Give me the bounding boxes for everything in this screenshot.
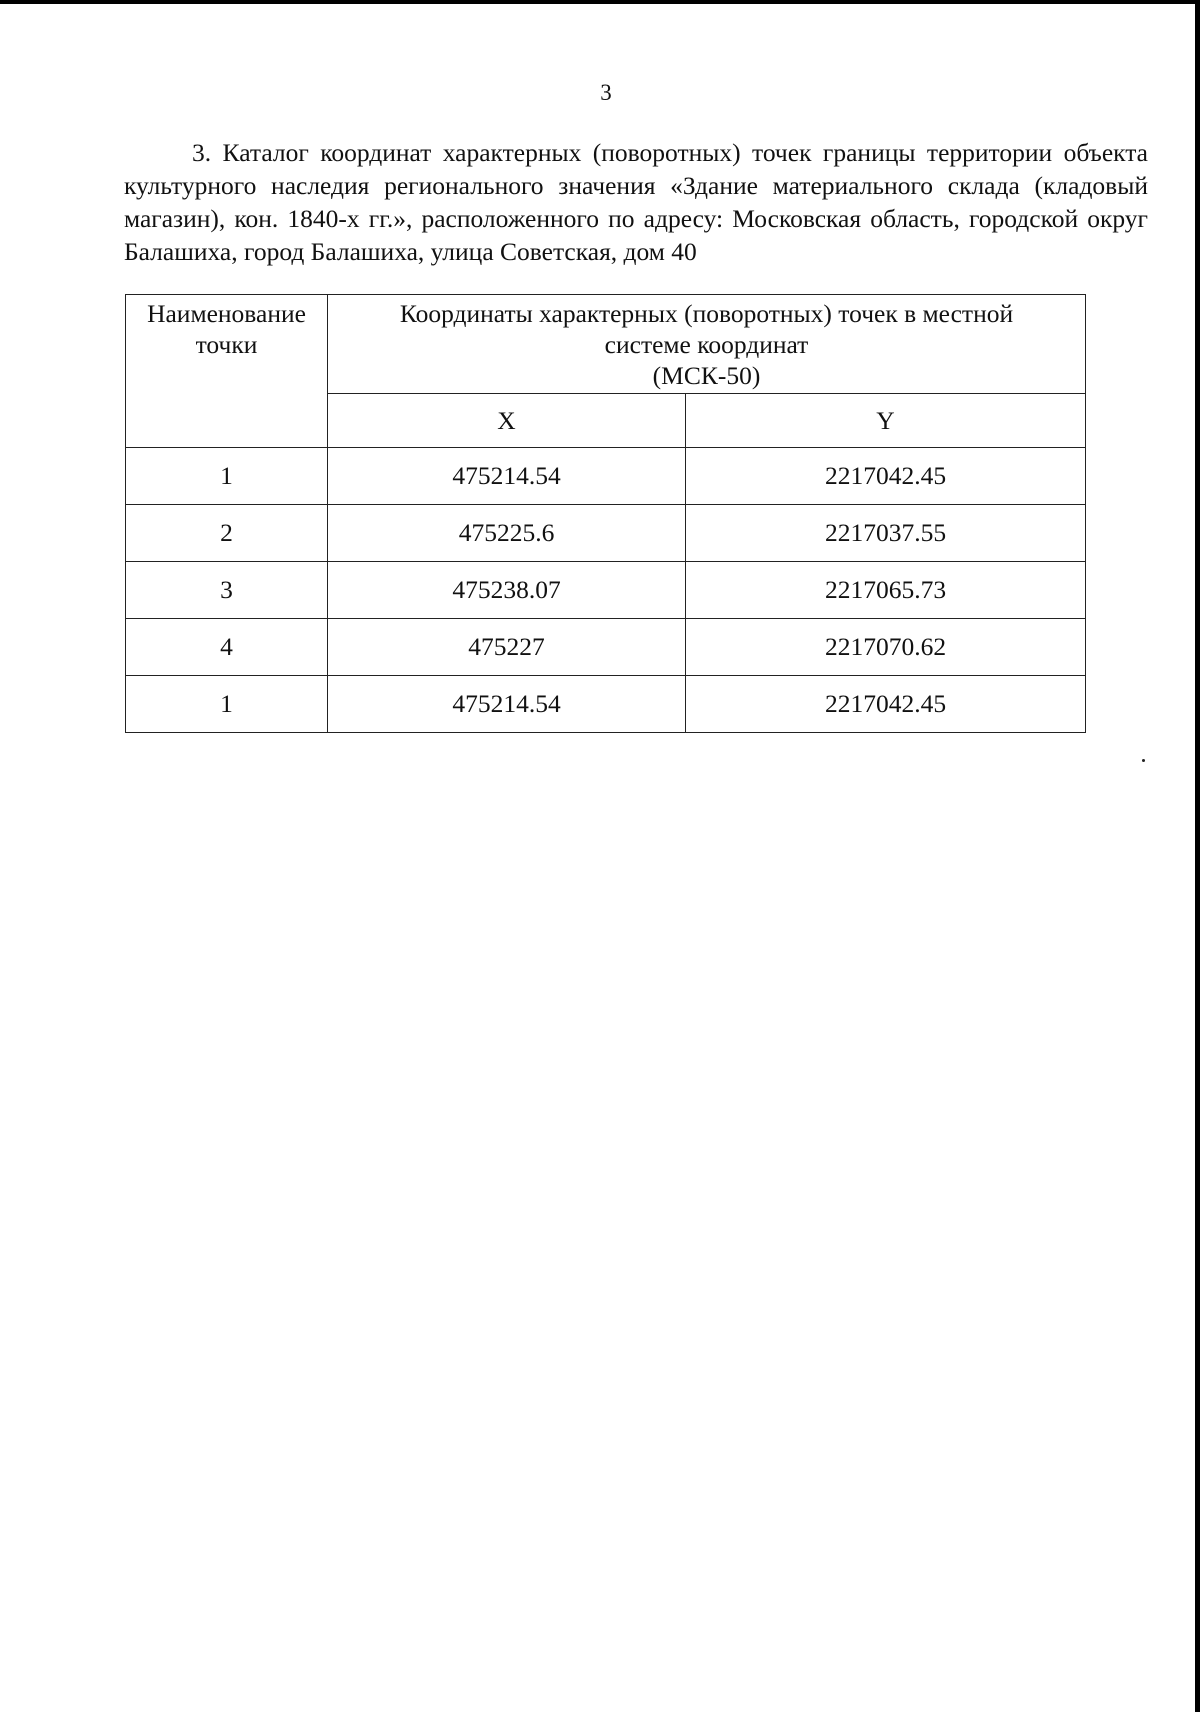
scan-edge-right	[1195, 0, 1200, 1712]
table-row	[126, 505, 1086, 562]
header-point-name-line2: точки	[195, 330, 258, 359]
coordinates-table	[125, 294, 1086, 733]
cell-x: 475214.54	[328, 448, 686, 505]
header-x: X	[328, 394, 686, 448]
cell-point: 3	[126, 562, 328, 619]
table-header-row	[126, 295, 1086, 394]
cell-point: 4	[126, 619, 328, 676]
header-y: Y	[686, 394, 1086, 448]
cell-y: 2217042.45	[686, 676, 1086, 733]
header-coordinates	[328, 295, 1086, 394]
cell-x: 475214.54	[328, 676, 686, 733]
cell-point: 2	[126, 505, 328, 562]
catalog-paragraph: 3. Каталог координат характерных (поворотных) точек границы территории объекта культурного наследия регионального значения «Здание материального склада (кладовый магазин), кон. 1840-х гг.», расположенного по адресу: Московская область, городской округ Балашиха, город Балашиха, улица Советская, дом 40	[124, 138, 1148, 266]
scan-edge-top	[0, 0, 1200, 4]
page-number: 3	[600, 80, 612, 105]
header-coordinates-line2: системе координат	[604, 330, 809, 359]
cell-x: 475225.6	[328, 505, 686, 562]
cell-y: 2217042.45	[686, 448, 1086, 505]
header-point-name-line1: Наименование	[147, 299, 306, 328]
table-row	[126, 619, 1086, 676]
cell-x: 475227	[328, 619, 686, 676]
table-row	[126, 562, 1086, 619]
header-point-name	[126, 295, 328, 448]
header-coordinates-line3: (МСК-50)	[652, 361, 761, 390]
scan-dot-mark	[1142, 759, 1145, 762]
table-row	[126, 676, 1086, 733]
cell-y: 2217037.55	[686, 505, 1086, 562]
cell-y: 2217065.73	[686, 562, 1086, 619]
cell-y: 2217070.62	[686, 619, 1086, 676]
cell-point: 1	[126, 676, 328, 733]
table-row	[126, 448, 1086, 505]
cell-x: 475238.07	[328, 562, 686, 619]
cell-point: 1	[126, 448, 328, 505]
header-coordinates-line1: Координаты характерных (поворотных) точек в местной	[399, 299, 1014, 328]
